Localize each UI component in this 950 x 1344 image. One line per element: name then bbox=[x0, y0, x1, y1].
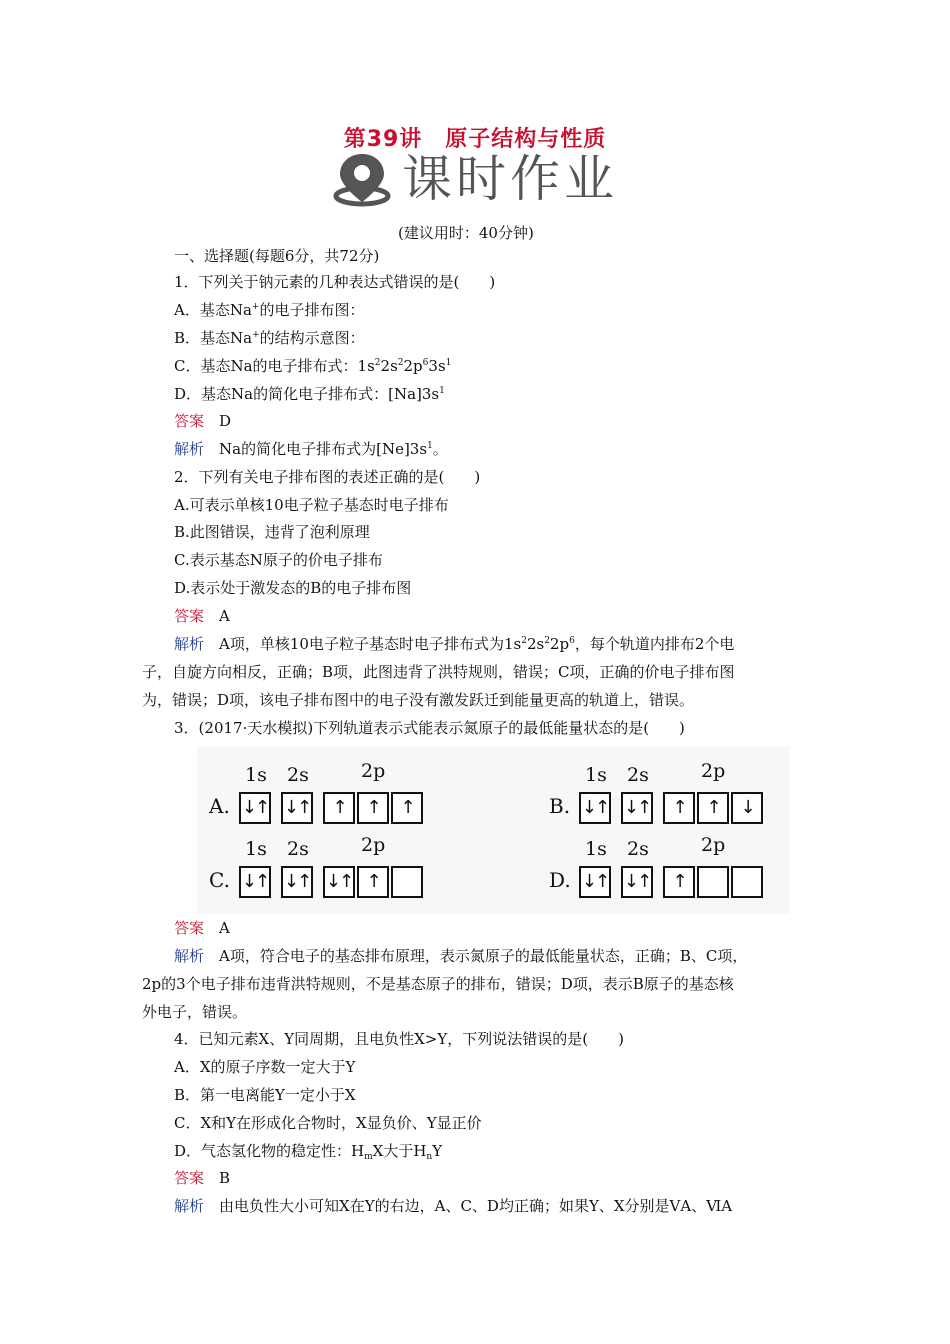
q4-explanation-line1: 解析 由电负性大小可知X在Y的右边，A、C、D均正确；如果Y、X分别是ⅤA、ⅥA bbox=[174, 1197, 733, 1215]
q1-option-c: C．基态Na的电子排布式：$1s^22s^22p^63s^1$ bbox=[174, 357, 452, 375]
orbital-box bbox=[697, 866, 729, 898]
orbital-2p-label: 2p bbox=[361, 834, 386, 856]
orbital-2p-label: 2p bbox=[701, 834, 726, 856]
orbital-2p-label: 2p bbox=[361, 760, 386, 782]
orbital-2s-label: 2s bbox=[627, 838, 649, 860]
q2-option-b: B.此图错误，违背了泡利原理 bbox=[174, 523, 370, 541]
orbital-box: ↓↑ bbox=[239, 792, 271, 824]
orbital-option-label: C. bbox=[209, 868, 230, 892]
orbital-box: ↓↑ bbox=[621, 866, 653, 898]
orbital-2p-label: 2p bbox=[701, 760, 726, 782]
q3-explanation-line2: 2p的3个电子排布违背洪特规则，不是基态原子的排布，错误；D项，表示B原子的基态核 bbox=[142, 975, 734, 993]
q4-answer: 答案 B bbox=[174, 1169, 231, 1187]
q1-option-a: A．基态Na+的电子排布图： bbox=[174, 301, 365, 319]
q2-explanation-line3: 为，错误；D项，该电子排布图中的电子没有激发跃迁到能量更高的轨道上，错误。 bbox=[142, 691, 695, 709]
q3-stem: 3．(2017·天水模拟)下列轨道表示式能表示氮原子的最低能量状态的是( ) bbox=[174, 719, 685, 737]
orbital-box: ↑ bbox=[697, 792, 729, 824]
q4-stem: 4．已知元素X、Y同周期，且电负性X>Y，下列说法错误的是( ) bbox=[174, 1030, 624, 1048]
orbital-box: ↓↑ bbox=[239, 866, 271, 898]
orbital-option-a bbox=[209, 760, 449, 830]
location-pin-icon bbox=[330, 150, 396, 208]
orbital-box: ↑ bbox=[357, 866, 389, 898]
q3-answer: 答案 A bbox=[174, 919, 230, 937]
q1-explanation: 解析 Na的简化电子排布式为$[Ne]3s^1$。 bbox=[174, 440, 448, 458]
orbital-box: ↑ bbox=[391, 792, 423, 824]
q1-option-b: B．基态Na+的结构示意图： bbox=[174, 329, 365, 347]
orbital-option-label: D. bbox=[549, 868, 571, 892]
q2-option-a: A.可表示单核10电子粒子基态时电子排布 bbox=[174, 496, 449, 514]
q2-explanation-line1: 解析 A项，单核10电子粒子基态时电子排布式为$1s^22s^22p^6$，每个轨道内排布2个电 bbox=[174, 635, 735, 653]
orbital-1s-label: 1s bbox=[585, 838, 607, 860]
suggested-time: (建议用时：40分钟) bbox=[398, 224, 534, 242]
page-title: 第39讲 原子结构与性质 bbox=[343, 127, 607, 152]
q2-answer: 答案 A bbox=[174, 607, 230, 625]
orbital-1s-label: 1s bbox=[585, 764, 607, 786]
q4-option-b: B．第一电离能Y一定小于X bbox=[174, 1086, 356, 1104]
orbital-option-label: B. bbox=[549, 794, 571, 818]
orbital-1s-label: 1s bbox=[245, 764, 267, 786]
q1-answer: 答案 D bbox=[174, 412, 232, 430]
orbital-box: ↓↑ bbox=[621, 792, 653, 824]
q2-stem: 2．下列有关电子排布图的表述正确的是( ) bbox=[174, 468, 481, 486]
section-heading: 一、选择题(每题6分，共72分) bbox=[174, 247, 380, 265]
q3-explanation-line1: 解析 A项，符合电子的基态排布原理，表示氮原子的最低能量状态，正确；B、C项， bbox=[174, 947, 748, 965]
orbital-box: ↑ bbox=[663, 792, 695, 824]
banner-title: 课时作业 bbox=[402, 150, 618, 208]
orbital-option-label: A. bbox=[209, 794, 230, 818]
orbital-diagram-figure bbox=[197, 746, 790, 914]
orbital-box: ↓↑ bbox=[579, 866, 611, 898]
homework-banner bbox=[330, 150, 622, 208]
orbital-box: ↑ bbox=[323, 792, 355, 824]
q2-option-d: D.表示处于激发态的B的电子排布图 bbox=[174, 579, 412, 597]
q4-option-a: A．X的原子序数一定大于Y bbox=[174, 1058, 356, 1076]
orbital-box: ↓↑ bbox=[323, 866, 355, 898]
q4-option-c: C．X和Y在形成化合物时，X显负价、Y显正价 bbox=[174, 1114, 482, 1132]
orbital-box: ↑ bbox=[663, 866, 695, 898]
q4-option-d: D．气态氢化物的稳定性：$H_mX$大于$H_nY$ bbox=[174, 1142, 443, 1162]
orbital-option-d bbox=[549, 834, 789, 904]
orbital-box: ↓ bbox=[731, 792, 763, 824]
orbital-option-c bbox=[209, 834, 449, 904]
orbital-2s-label: 2s bbox=[627, 764, 649, 786]
orbital-box: ↓↑ bbox=[281, 792, 313, 824]
orbital-box bbox=[391, 866, 423, 898]
orbital-box bbox=[731, 866, 763, 898]
orbital-box: ↑ bbox=[357, 792, 389, 824]
q3-explanation-line3: 外电子，错误。 bbox=[142, 1003, 248, 1021]
orbital-box: ↓↑ bbox=[579, 792, 611, 824]
q2-explanation-line2: 子，自旋方向相反，正确；B项，此图违背了洪特规则，错误；C项，正确的价电子排布图 bbox=[142, 663, 735, 681]
orbital-option-b bbox=[549, 760, 789, 830]
orbital-1s-label: 1s bbox=[245, 838, 267, 860]
q2-option-c: C.表示基态N原子的价电子排布 bbox=[174, 551, 383, 569]
q1-option-d: D．基态Na的简化电子排布式：$[Na]3s^1$ bbox=[174, 385, 445, 403]
q1-stem: 1．下列关于钠元素的几种表达式错误的是( ) bbox=[174, 273, 496, 291]
orbital-2s-label: 2s bbox=[287, 838, 309, 860]
orbital-box: ↓↑ bbox=[281, 866, 313, 898]
orbital-2s-label: 2s bbox=[287, 764, 309, 786]
